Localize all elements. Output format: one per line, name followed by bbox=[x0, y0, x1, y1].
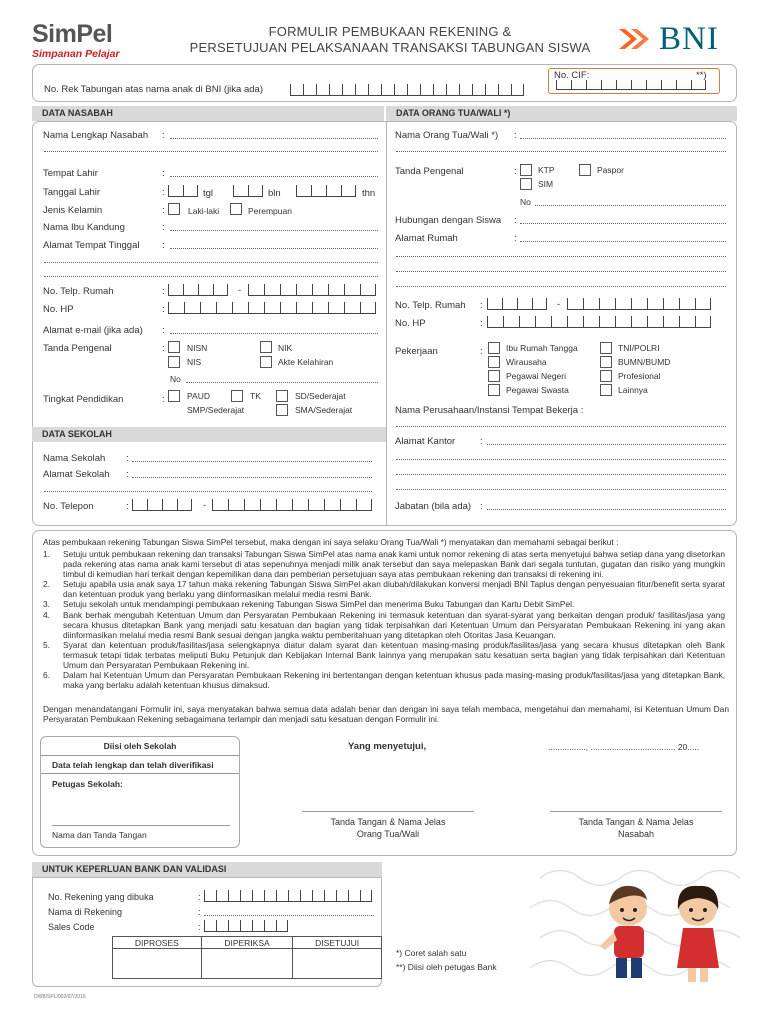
ortu-sign-label-2: Orang Tua/Wali bbox=[356, 829, 420, 839]
section-data-sekolah: DATA SEKOLAH bbox=[32, 427, 386, 442]
job5-checkbox[interactable] bbox=[488, 370, 500, 382]
rek-dibuka-input[interactable] bbox=[204, 890, 372, 902]
bni-mark-icon bbox=[617, 25, 651, 53]
section-data-ortu: DATA ORANG TUA/WALI *) bbox=[386, 106, 737, 121]
sma-checkbox[interactable] bbox=[276, 404, 288, 416]
no-pengenal-field[interactable] bbox=[186, 382, 378, 383]
nis-checkbox[interactable] bbox=[168, 356, 180, 368]
laki-laki-checkbox[interactable] bbox=[168, 203, 180, 215]
tgl-input[interactable] bbox=[168, 185, 198, 197]
no-pengenal-ortu-label: No bbox=[520, 197, 531, 207]
disetujui-cell[interactable] bbox=[293, 949, 382, 979]
label-alamat-sekolah: Alamat Sekolah bbox=[43, 469, 110, 480]
label-alamat: Alamat Tempat Tinggal bbox=[43, 240, 140, 251]
hp-input[interactable] bbox=[168, 302, 376, 314]
nik-checkbox[interactable] bbox=[260, 341, 272, 353]
job7-checkbox[interactable] bbox=[488, 384, 500, 396]
bni-text: BNI bbox=[659, 21, 719, 57]
label-perusahaan: Nama Perusahaan/Instansi Tempat Bekerja : bbox=[395, 405, 584, 416]
terms-item: 1. Setuju untuk pembukaan rekening dan transaksi Tabungan Siswa SimPel atas nama anak kami untuk nomor rekening di atas serta menyetujui bahwa setiap dana yang disetorkan pada rekening atas nama anak kami tersebut di atas sepenuhnya menjadi milik anak tersebut dan saya melepaskan Bank dari segala tuntutan, gugatan dan risiko yang mungkin timbul di kemudian hari terkait dengan kepemilikan dana dan pemberian persetujuan saya atas pembukaan rekening dan transaksi di rekening ini. bbox=[43, 549, 725, 580]
paspor-label: Paspor bbox=[597, 165, 624, 175]
label-pengenal-ortu: Tanda Pengenal bbox=[395, 166, 464, 177]
akte-label: Akte Kelahiran bbox=[278, 357, 334, 367]
nama-ortu-field-2[interactable] bbox=[396, 151, 726, 152]
terms-item: 5. Syarat dan ketentuan produk/fasilitas/jasa selengkapnya diatur dalam syarat dan ketentuan masing-masing produk/fasilitas/jasa yang secara khusus ditetapkan oleh Bank termasuk tetapi tidak terbatas meliputi Buku Petunjuk dan Kebijakan Internal Bank lainnya yang merupakan satu kesatuan serta bagian yang tidak terpisahkan dari Ketentuan Umum dan Persyaratan Pembukaan Rekening ini. bbox=[43, 639, 725, 671]
alamat-sekolah-field-2[interactable] bbox=[44, 491, 372, 492]
label-nama-nasabah: Nama Lengkap Nasabah bbox=[43, 130, 149, 141]
petugas-label: Petugas Sekolah: bbox=[52, 779, 123, 789]
telp-ortu-nomor[interactable] bbox=[567, 298, 711, 310]
cif-input[interactable] bbox=[556, 80, 706, 90]
label-ibu-kandung: Nama Ibu Kandung bbox=[43, 222, 125, 233]
job1-label: Ibu Rumah Tangga bbox=[506, 343, 578, 353]
column-divider bbox=[386, 121, 387, 526]
cif-label: No. CIF: bbox=[554, 70, 590, 81]
hp-ortu-input[interactable] bbox=[487, 316, 711, 328]
note-1: *) Coret salah satu bbox=[396, 948, 467, 958]
nama-nasabah-field[interactable] bbox=[170, 138, 378, 139]
label-nama-ortu: Nama Orang Tua/Wali *) bbox=[395, 130, 499, 141]
label-rek-dibuka: No. Rekening yang dibuka bbox=[48, 892, 154, 902]
label-tanda-pengenal: Tanda Pengenal bbox=[43, 343, 112, 354]
rekening-input[interactable] bbox=[290, 84, 524, 96]
job5-label: Pegawai Negeri bbox=[506, 371, 567, 381]
label-pekerjaan: Pekerjaan bbox=[395, 346, 438, 357]
tk-checkbox[interactable] bbox=[231, 390, 243, 402]
yang-menyetujui: Yang menyetujui, bbox=[348, 741, 427, 752]
telp-kode-input[interactable] bbox=[168, 284, 228, 296]
telp-sekolah-nomor[interactable] bbox=[212, 499, 372, 511]
alamat-field-1[interactable] bbox=[170, 248, 378, 249]
alamat-rumah-field-3[interactable] bbox=[396, 271, 726, 272]
nis-label: NIS bbox=[187, 357, 202, 367]
school-box-title: Diisi oleh Sekolah bbox=[103, 741, 177, 751]
ortu-sign-label-1: Tanda Tangan & Nama Jelas bbox=[330, 817, 446, 827]
date-field[interactable]: ................, .................................... 20..... bbox=[548, 742, 700, 752]
nisn-checkbox[interactable] bbox=[168, 341, 180, 353]
ktp-label: KTP bbox=[538, 165, 555, 175]
thn-input[interactable] bbox=[296, 185, 356, 197]
hubungan-field[interactable] bbox=[520, 223, 726, 224]
alamat-kantor-field-2[interactable] bbox=[396, 459, 726, 460]
form-code: DWB/SPL/002/07/2016 bbox=[34, 994, 86, 1000]
nik-label: NIK bbox=[278, 343, 293, 353]
job8-label: Lainnya bbox=[618, 385, 648, 395]
simpel-logo bbox=[32, 22, 120, 60]
terms-item: 2. Setuju apabila usia anak saya 17 tahun maka rekening Tabungan Siswa SimPel akan diubah/dilakukan konversi menjadi BNI Taplus dengan penyesuaian fitur/benefit serta syarat dan ketentuan produk yang berlaku yang diinformasikan melalui media resmi Bank. bbox=[43, 579, 725, 600]
alamat-field-3[interactable] bbox=[44, 276, 378, 277]
nasabah-sign-label-1: Tanda Tangan & Nama Jelas bbox=[578, 817, 694, 827]
label-tanggal-lahir: Tanggal Lahir bbox=[43, 187, 101, 198]
label-email: Alamat e-mail (jika ada) bbox=[43, 325, 143, 336]
bln-input[interactable] bbox=[233, 185, 263, 197]
paspor-checkbox[interactable] bbox=[579, 164, 591, 176]
telp-nomor-input[interactable] bbox=[248, 284, 376, 296]
telp-ortu-kode[interactable] bbox=[487, 298, 547, 310]
nama-rekening-field[interactable] bbox=[204, 915, 374, 916]
sd-checkbox[interactable] bbox=[276, 390, 288, 402]
job4-checkbox[interactable] bbox=[600, 356, 612, 368]
job6-label: Profesional bbox=[618, 371, 661, 381]
terms-intro: Atas pembukaan rekening Tabungan Siswa SimPel tersebut, maka dengan ini saya selaku Orang Tua/Wali *) menyatakan dan memahami sebagai berikut : bbox=[43, 537, 619, 547]
smp-label: SMP/Sederajat bbox=[187, 405, 245, 415]
sd-label: SD/Sederajat bbox=[295, 391, 346, 401]
job4-label: BUMN/BUMD bbox=[618, 357, 671, 367]
petugas-sign-label: Nama dan Tanda Tangan bbox=[52, 830, 147, 840]
no-pengenal-ortu-field[interactable] bbox=[535, 205, 726, 206]
nama-ortu-field[interactable] bbox=[520, 138, 726, 139]
job2-checkbox[interactable] bbox=[600, 342, 612, 354]
alamat-kantor-field-1[interactable] bbox=[487, 444, 726, 445]
boy-mascot bbox=[600, 886, 647, 978]
school-verified-label: Data telah lengkap dan telah diverifikasi bbox=[52, 760, 214, 770]
nisn-label: NISN bbox=[187, 343, 208, 353]
telp-sekolah-kode[interactable] bbox=[132, 499, 192, 511]
student-mascots-illustration bbox=[590, 872, 740, 992]
label-tempat-lahir: Tempat Lahir bbox=[43, 168, 98, 179]
alamat-rumah-field-1[interactable] bbox=[520, 241, 726, 242]
tk-label: TK bbox=[250, 391, 261, 401]
rekening-label: No. Rek Tabungan atas nama anak di BNI (jika ada) bbox=[44, 84, 263, 95]
bln-unit: bln bbox=[268, 188, 281, 199]
alamat-rumah-field-4[interactable] bbox=[396, 286, 726, 287]
ortu-sign-line[interactable] bbox=[302, 811, 474, 812]
paud-checkbox[interactable] bbox=[168, 390, 180, 402]
terms-item: 4. Bank berhak mengubah Ketentuan Umum dan Persyaratan Pembukaan Rekening ini termasuk ketentuan dan syarat-syarat yang berkaitan dengan produk/ fasilitas/jasa yang secara khusus ditetapkan Bank yang menjadi satu kesatuan dan bagian yang tidak terpisahkan dari Ketentuan Umum dan Persyaratan Pembukaan Rekening ini yang akan diinformasikan melalui media resmi Bank sesuai dengan jangka waktu pemberitahuan yang ditetapkan oleh Otoritas Jasa Keuangan. bbox=[43, 609, 725, 640]
paud-label: PAUD bbox=[187, 391, 210, 401]
label-nama-sekolah: Nama Sekolah bbox=[43, 453, 106, 464]
label-alamat-kantor: Alamat Kantor bbox=[395, 436, 456, 447]
label-hp: No. HP bbox=[43, 304, 74, 315]
label-hubungan: Hubungan dengan Siswa bbox=[395, 215, 502, 226]
terms-closing: Dengan menandatangani Formulir ini, saya menyatakan bahwa semua data adalah benar dan dengan ini saya telah membaca, mengetahui dan memahami, isi Ketentuan Umum Dan Persyaratan Pembukaan Rekening sebagaimana terlampir dan menjadi satu kesatuan dengan Formulir ini. bbox=[43, 704, 729, 725]
job1-checkbox[interactable] bbox=[488, 342, 500, 354]
perempuan-label: Perempuan bbox=[248, 206, 292, 216]
jabatan-field[interactable] bbox=[487, 509, 726, 510]
email-field[interactable] bbox=[170, 333, 378, 334]
tempat-lahir-field[interactable] bbox=[170, 176, 378, 177]
perempuan-checkbox[interactable] bbox=[230, 203, 242, 215]
section-data-nasabah: DATA NASABAH bbox=[32, 106, 384, 121]
job6-checkbox[interactable] bbox=[600, 370, 612, 382]
sales-code-input[interactable] bbox=[204, 920, 288, 932]
label-telp-ortu: No. Telp. Rumah bbox=[395, 300, 466, 311]
col-diproses: DIPROSES bbox=[113, 937, 202, 949]
label-jenis-kelamin: Jenis Kelamin bbox=[43, 205, 103, 216]
label-jabatan: Jabatan (bila ada) bbox=[395, 501, 472, 512]
job7-label: Pegawai Swasta bbox=[506, 385, 569, 395]
alamat-kantor-field-4[interactable] bbox=[396, 489, 726, 490]
perusahaan-field[interactable] bbox=[396, 426, 726, 427]
logo-sub: Simpanan Pelajar bbox=[32, 48, 120, 60]
thn-unit: thn bbox=[362, 188, 376, 199]
nasabah-sign-line[interactable] bbox=[550, 811, 722, 812]
title-line-1: FORMULIR PEMBUKAAN REKENING & bbox=[268, 24, 512, 39]
cif-marker: **) bbox=[696, 70, 707, 81]
ktp-checkbox[interactable] bbox=[520, 164, 532, 176]
col-diperiksa: DIPERIKSA bbox=[201, 937, 293, 949]
note-2: **) Diisi oleh petugas Bank bbox=[396, 962, 497, 972]
alamat-rumah-field-2[interactable] bbox=[396, 256, 726, 257]
akte-checkbox[interactable] bbox=[260, 356, 272, 368]
nama-sekolah-field[interactable] bbox=[132, 461, 372, 462]
laki-laki-label: Laki-laki bbox=[188, 206, 220, 216]
job3-checkbox[interactable] bbox=[488, 356, 500, 368]
job2-label: TNI/POLRI bbox=[618, 343, 660, 353]
nama-nasabah-line-2[interactable] bbox=[44, 151, 378, 152]
terms-item: 6. Dalam hal Ketentuan Umum dan Persyaratan Pembukaan Rekening ini bertentangan dengan ketentuan khusus pada masing-masing produk/fasilitas/jasa yang ditetapkan Bank, maka yang berlaku adalah ketentuan khusus dimaksud. bbox=[43, 670, 725, 691]
girl-mascot bbox=[677, 886, 719, 982]
alamat-field-2[interactable] bbox=[44, 262, 378, 263]
no-pengenal-label: No bbox=[170, 374, 181, 384]
alamat-sekolah-field-1[interactable] bbox=[132, 477, 372, 478]
label-pendidikan: Tingkat Pendidikan bbox=[43, 394, 124, 405]
petugas-sign-line[interactable] bbox=[52, 825, 230, 826]
col-disetujui: DISETUJUI bbox=[293, 937, 382, 949]
ibu-kandung-field[interactable] bbox=[170, 230, 378, 231]
approval-table bbox=[112, 936, 382, 979]
diperiksa-cell[interactable] bbox=[201, 949, 293, 979]
label-nama-rekening: Nama di Rekening bbox=[48, 907, 123, 917]
label-sales-code: Sales Code bbox=[48, 922, 95, 932]
form-title bbox=[140, 24, 640, 56]
label-telepon-sekolah: No. Telepon bbox=[43, 501, 94, 512]
bni-logo bbox=[617, 21, 719, 57]
title-line-2: PERSETUJUAN PELAKSANAAN TRANSAKSI TABUNGAN SISWA bbox=[189, 40, 591, 55]
label-telp-rumah: No. Telp. Rumah bbox=[43, 286, 114, 297]
alamat-kantor-field-3[interactable] bbox=[396, 474, 726, 475]
job8-checkbox[interactable] bbox=[600, 384, 612, 396]
terms-item: 3. Setuju sekolah untuk mendampingi pembukaan rekening Tabungan Siswa SimPel dan menerima Buku Tabungan dan Kartu Debit SimPel. bbox=[43, 599, 575, 610]
diproses-cell[interactable] bbox=[113, 949, 202, 979]
sim-label: SIM bbox=[538, 179, 554, 189]
section-bank: UNTUK KEPERLUAN BANK DAN VALIDASI bbox=[32, 862, 382, 877]
logo-main: SimPel bbox=[32, 20, 113, 48]
label-hp-ortu: No. HP bbox=[395, 318, 426, 329]
label-alamat-rumah: Alamat Rumah bbox=[395, 233, 458, 244]
terms-list bbox=[43, 549, 725, 690]
sma-label: SMA/Sederajat bbox=[295, 405, 353, 415]
nasabah-sign-label-2: Nasabah bbox=[617, 829, 655, 839]
job3-label: Wirausaha bbox=[506, 357, 547, 367]
sim-checkbox[interactable] bbox=[520, 178, 532, 190]
tgl-unit: tgl bbox=[203, 188, 214, 199]
